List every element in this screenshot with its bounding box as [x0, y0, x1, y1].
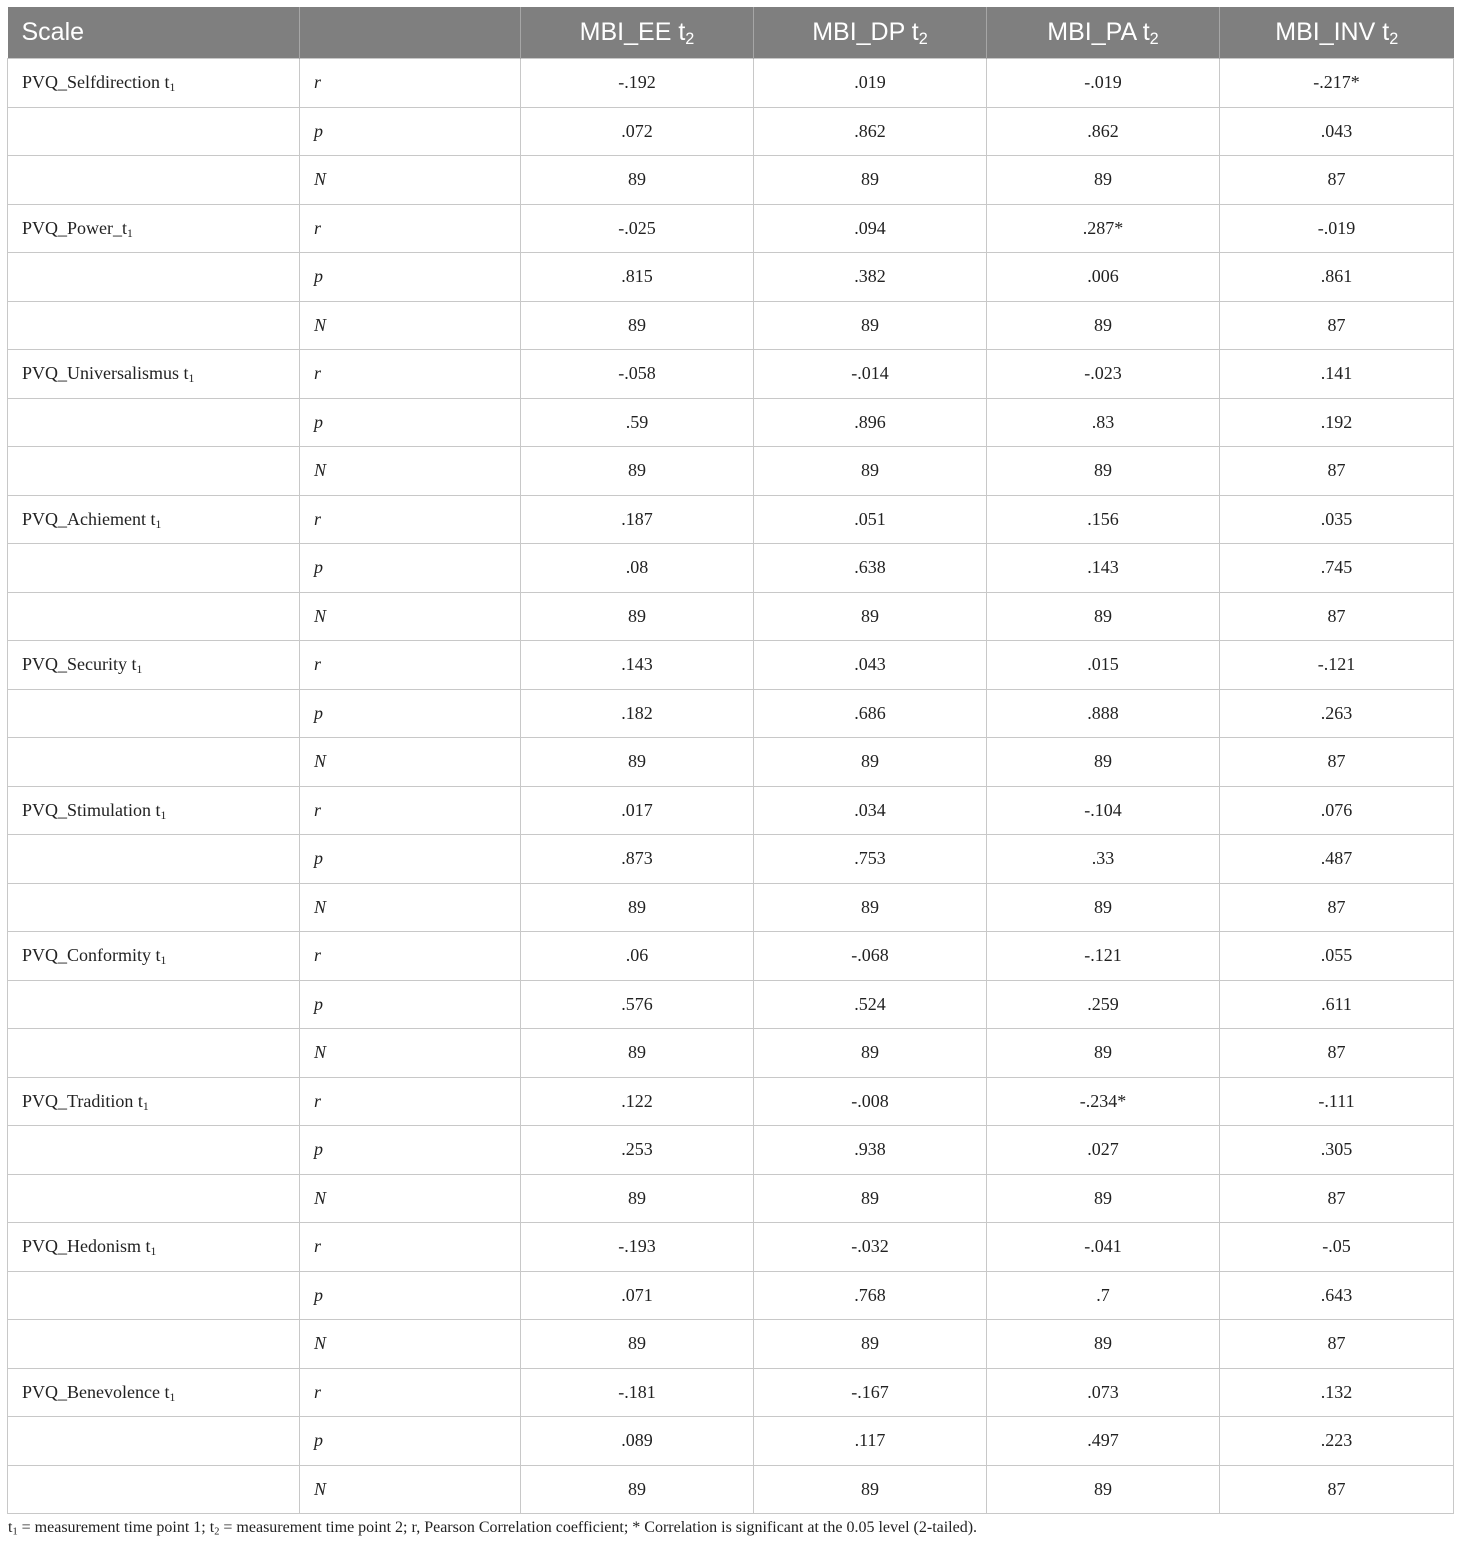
header-mbi-ee-label: MBI_EE t — [579, 18, 686, 46]
scale-subscript: 1 — [160, 808, 167, 822]
header-mbi-pa-label: MBI_PA t — [1047, 18, 1150, 46]
value-cell: .143 — [521, 641, 754, 690]
header-mbi-pa-sub: 2 — [1149, 30, 1159, 49]
table-row — [8, 932, 1454, 981]
stat-cell: N — [300, 1174, 521, 1223]
header-mbi-inv — [1220, 7, 1454, 59]
stat-cell: r — [300, 1223, 521, 1272]
scale-cell-empty — [8, 107, 300, 156]
value-cell: .938 — [754, 1126, 987, 1175]
value-cell: 89 — [521, 1320, 754, 1369]
table-row — [8, 1417, 1454, 1466]
header-mbi-dp-sub: 2 — [918, 30, 928, 49]
value-cell: -.008 — [754, 1077, 987, 1126]
value-cell: 89 — [521, 447, 754, 496]
table-body — [8, 59, 1454, 1514]
value-cell: .259 — [987, 980, 1220, 1029]
value-cell: .043 — [1220, 107, 1454, 156]
value-cell: .745 — [1220, 544, 1454, 593]
stat-cell: p — [300, 398, 521, 447]
table-row — [8, 835, 1454, 884]
value-cell: .59 — [521, 398, 754, 447]
value-cell: 87 — [1220, 592, 1454, 641]
scale-cell — [8, 641, 300, 690]
table-row — [8, 1077, 1454, 1126]
value-cell: .019 — [754, 59, 987, 108]
value-cell: .08 — [521, 544, 754, 593]
value-cell: 89 — [521, 156, 754, 205]
scale-cell — [8, 495, 300, 544]
stat-cell: r — [300, 204, 521, 253]
table-row — [8, 1174, 1454, 1223]
stat-cell: r — [300, 1077, 521, 1126]
value-cell: .638 — [754, 544, 987, 593]
correlation-table-container — [7, 7, 1453, 1514]
stat-cell: N — [300, 156, 521, 205]
table-row — [8, 641, 1454, 690]
footnote-t1-sub: 1 — [12, 1526, 18, 1538]
footnote-t2-text: = measurement time point 2; r, Pearson Correlation coefficient; * Correlation is significant at the 0.05 level (2-tailed). — [219, 1519, 978, 1536]
table-row — [8, 980, 1454, 1029]
value-cell: 89 — [521, 592, 754, 641]
value-cell: 87 — [1220, 738, 1454, 787]
table-row — [8, 544, 1454, 593]
value-cell: .071 — [521, 1271, 754, 1320]
value-cell: 89 — [521, 301, 754, 350]
scale-cell-empty — [8, 156, 300, 205]
scale-subscript: 1 — [127, 226, 133, 240]
value-cell: .223 — [1220, 1417, 1454, 1466]
value-cell: .33 — [987, 835, 1220, 884]
value-cell: .382 — [754, 253, 987, 302]
stat-cell: p — [300, 1417, 521, 1466]
value-cell: -.05 — [1220, 1223, 1454, 1272]
stat-cell: p — [300, 1271, 521, 1320]
stat-cell: N — [300, 1029, 521, 1078]
scale-name: PVQ_Power_t — [22, 217, 128, 238]
value-cell: .873 — [521, 835, 754, 884]
value-cell: 89 — [754, 738, 987, 787]
header-mbi-ee-sub: 2 — [685, 30, 695, 49]
stat-cell: N — [300, 883, 521, 932]
value-cell: 89 — [754, 156, 987, 205]
table-row — [8, 495, 1454, 544]
value-cell: 89 — [987, 1320, 1220, 1369]
value-cell: 89 — [987, 447, 1220, 496]
stat-cell: p — [300, 544, 521, 593]
value-cell: .487 — [1220, 835, 1454, 884]
header-scale: Scale — [8, 7, 300, 59]
table-row — [8, 253, 1454, 302]
table-row — [8, 738, 1454, 787]
scale-cell-empty — [8, 738, 300, 787]
scale-subscript: 1 — [188, 372, 195, 386]
value-cell: .089 — [521, 1417, 754, 1466]
value-cell: .611 — [1220, 980, 1454, 1029]
value-cell: .192 — [1220, 398, 1454, 447]
value-cell: .072 — [521, 107, 754, 156]
table-row — [8, 398, 1454, 447]
table-row — [8, 1126, 1454, 1175]
scale-cell-empty — [8, 1029, 300, 1078]
value-cell: .187 — [521, 495, 754, 544]
scale-cell-empty — [8, 1271, 300, 1320]
value-cell: .686 — [754, 689, 987, 738]
value-cell: -.025 — [521, 204, 754, 253]
stat-cell: r — [300, 932, 521, 981]
stat-cell: r — [300, 786, 521, 835]
scale-cell — [8, 786, 300, 835]
value-cell: .015 — [987, 641, 1220, 690]
scale-subscript: 1 — [155, 517, 162, 531]
value-cell: .006 — [987, 253, 1220, 302]
stat-cell: p — [300, 835, 521, 884]
value-cell: .862 — [987, 107, 1220, 156]
table-row — [8, 156, 1454, 205]
value-cell: 87 — [1220, 156, 1454, 205]
scale-cell — [8, 932, 300, 981]
scale-name: PVQ_Achiement t — [22, 508, 156, 529]
table-row — [8, 592, 1454, 641]
table-row — [8, 883, 1454, 932]
value-cell: .182 — [521, 689, 754, 738]
value-cell: .141 — [1220, 350, 1454, 399]
value-cell: 89 — [754, 883, 987, 932]
table-row — [8, 786, 1454, 835]
value-cell: 89 — [521, 1465, 754, 1514]
scale-name: PVQ_Benevolence t — [22, 1381, 170, 1402]
value-cell: .156 — [987, 495, 1220, 544]
value-cell: -.058 — [521, 350, 754, 399]
scale-cell-empty — [8, 689, 300, 738]
table-row — [8, 1320, 1454, 1369]
value-cell: .122 — [521, 1077, 754, 1126]
value-cell: .643 — [1220, 1271, 1454, 1320]
header-mbi-inv-label: MBI_INV t — [1275, 18, 1390, 46]
scale-cell-empty — [8, 398, 300, 447]
header-stat — [300, 7, 521, 59]
value-cell: 87 — [1220, 301, 1454, 350]
value-cell: -.181 — [521, 1368, 754, 1417]
table-row — [8, 1271, 1454, 1320]
value-cell: .263 — [1220, 689, 1454, 738]
stat-cell: p — [300, 253, 521, 302]
header-mbi-inv-sub: 2 — [1389, 30, 1399, 49]
value-cell: .576 — [521, 980, 754, 1029]
value-cell: .035 — [1220, 495, 1454, 544]
value-cell: .143 — [987, 544, 1220, 593]
value-cell: 89 — [754, 1174, 987, 1223]
value-cell: 89 — [754, 447, 987, 496]
scale-cell-empty — [8, 544, 300, 593]
scale-cell-empty — [8, 301, 300, 350]
header-mbi-ee — [521, 7, 754, 59]
value-cell: .043 — [754, 641, 987, 690]
table-row — [8, 204, 1454, 253]
stat-cell: N — [300, 1465, 521, 1514]
stat-cell: r — [300, 1368, 521, 1417]
value-cell: .815 — [521, 253, 754, 302]
stat-cell: N — [300, 738, 521, 787]
value-cell: -.041 — [987, 1223, 1220, 1272]
value-cell: -.014 — [754, 350, 987, 399]
scale-subscript: 1 — [136, 663, 143, 677]
scale-name: PVQ_Conformity t — [22, 945, 161, 966]
scale-cell-empty — [8, 592, 300, 641]
value-cell: .094 — [754, 204, 987, 253]
stat-cell: r — [300, 641, 521, 690]
value-cell: 89 — [987, 301, 1220, 350]
stat-cell: N — [300, 592, 521, 641]
scale-name: PVQ_Universalismus t — [22, 363, 189, 384]
stat-cell: N — [300, 1320, 521, 1369]
table-footnote — [8, 1519, 977, 1537]
stat-cell: r — [300, 350, 521, 399]
footnote-t2-sub: 2 — [214, 1526, 220, 1538]
scale-cell-empty — [8, 835, 300, 884]
scale-cell-empty — [8, 1417, 300, 1466]
scale-cell-empty — [8, 883, 300, 932]
table-row — [8, 59, 1454, 108]
value-cell: .06 — [521, 932, 754, 981]
value-cell: .253 — [521, 1126, 754, 1175]
value-cell: 87 — [1220, 1174, 1454, 1223]
value-cell: .888 — [987, 689, 1220, 738]
scale-cell — [8, 59, 300, 108]
scale-subscript: 1 — [169, 81, 176, 95]
value-cell: 89 — [754, 301, 987, 350]
header-mbi-dp-label: MBI_DP t — [812, 18, 919, 46]
header-mbi-dp — [754, 7, 987, 59]
table-row — [8, 107, 1454, 156]
correlation-table — [7, 7, 1454, 1514]
value-cell: -.019 — [987, 59, 1220, 108]
footnote-t1-text: = measurement time point 1; — [17, 1519, 210, 1536]
value-cell: .073 — [987, 1368, 1220, 1417]
value-cell: .896 — [754, 398, 987, 447]
value-cell: 89 — [521, 883, 754, 932]
value-cell: 87 — [1220, 447, 1454, 496]
value-cell: .497 — [987, 1417, 1220, 1466]
table-row — [8, 1223, 1454, 1272]
table-row — [8, 689, 1454, 738]
scale-cell — [8, 1077, 300, 1126]
value-cell: -.121 — [987, 932, 1220, 981]
value-cell: 87 — [1220, 1465, 1454, 1514]
scale-cell — [8, 1223, 300, 1272]
value-cell: 89 — [521, 1029, 754, 1078]
scale-cell — [8, 204, 300, 253]
value-cell: .034 — [754, 786, 987, 835]
value-cell: -.032 — [754, 1223, 987, 1272]
scale-subscript: 1 — [150, 1245, 157, 1259]
scale-subscript: 1 — [160, 954, 167, 968]
value-cell: .027 — [987, 1126, 1220, 1175]
value-cell: -.217* — [1220, 59, 1454, 108]
scale-cell-empty — [8, 1174, 300, 1223]
value-cell: .862 — [754, 107, 987, 156]
value-cell: -.068 — [754, 932, 987, 981]
value-cell: .861 — [1220, 253, 1454, 302]
value-cell: 89 — [987, 883, 1220, 932]
value-cell: -.111 — [1220, 1077, 1454, 1126]
value-cell: .753 — [754, 835, 987, 884]
stat-cell: p — [300, 1126, 521, 1175]
value-cell: .7 — [987, 1271, 1220, 1320]
scale-name: PVQ_Selfdirection t — [22, 72, 170, 93]
scale-name: PVQ_Tradition t — [22, 1090, 143, 1111]
scale-subscript: 1 — [169, 1390, 176, 1404]
value-cell: .117 — [754, 1417, 987, 1466]
table-row — [8, 1465, 1454, 1514]
table-row — [8, 447, 1454, 496]
scale-cell-empty — [8, 1320, 300, 1369]
value-cell: .132 — [1220, 1368, 1454, 1417]
value-cell: .83 — [987, 398, 1220, 447]
stat-cell: p — [300, 689, 521, 738]
value-cell: 89 — [521, 738, 754, 787]
scale-cell — [8, 350, 300, 399]
scale-name: PVQ_Hedonism t — [22, 1236, 151, 1257]
value-cell: .017 — [521, 786, 754, 835]
value-cell: 89 — [987, 1029, 1220, 1078]
table-header-row — [8, 7, 1454, 59]
value-cell: 89 — [754, 592, 987, 641]
value-cell: -.019 — [1220, 204, 1454, 253]
value-cell: .305 — [1220, 1126, 1454, 1175]
footnote-t1-symbol: t — [8, 1519, 13, 1536]
value-cell: .768 — [754, 1271, 987, 1320]
table-row — [8, 301, 1454, 350]
value-cell: 89 — [754, 1320, 987, 1369]
table-row — [8, 1029, 1454, 1078]
value-cell: -.104 — [987, 786, 1220, 835]
scale-name: PVQ_Stimulation t — [22, 799, 161, 820]
value-cell: -.167 — [754, 1368, 987, 1417]
scale-cell-empty — [8, 1126, 300, 1175]
value-cell: 89 — [987, 1174, 1220, 1223]
value-cell: -.121 — [1220, 641, 1454, 690]
stat-cell: p — [300, 107, 521, 156]
value-cell: 87 — [1220, 1320, 1454, 1369]
scale-name: PVQ_Security t — [22, 654, 137, 675]
value-cell: -.193 — [521, 1223, 754, 1272]
scale-cell-empty — [8, 1465, 300, 1514]
value-cell: 89 — [754, 1029, 987, 1078]
value-cell: 89 — [754, 1465, 987, 1514]
value-cell: 89 — [987, 738, 1220, 787]
value-cell: 89 — [987, 1465, 1220, 1514]
value-cell: -.234* — [987, 1077, 1220, 1126]
value-cell: .076 — [1220, 786, 1454, 835]
table-row — [8, 350, 1454, 399]
stat-cell: r — [300, 59, 521, 108]
footnote-t2-symbol: t — [209, 1519, 215, 1536]
stat-cell: N — [300, 447, 521, 496]
value-cell: .055 — [1220, 932, 1454, 981]
stat-cell: p — [300, 980, 521, 1029]
value-cell: 89 — [521, 1174, 754, 1223]
value-cell: 87 — [1220, 883, 1454, 932]
value-cell: .524 — [754, 980, 987, 1029]
value-cell: 89 — [987, 156, 1220, 205]
value-cell: -.023 — [987, 350, 1220, 399]
scale-subscript: 1 — [142, 1099, 149, 1113]
scale-cell-empty — [8, 980, 300, 1029]
stat-cell: r — [300, 495, 521, 544]
value-cell: .051 — [754, 495, 987, 544]
value-cell: 87 — [1220, 1029, 1454, 1078]
scale-cell — [8, 1368, 300, 1417]
stat-cell: N — [300, 301, 521, 350]
scale-cell-empty — [8, 447, 300, 496]
value-cell: -.192 — [521, 59, 754, 108]
value-cell: 89 — [987, 592, 1220, 641]
value-cell: .287* — [987, 204, 1220, 253]
scale-cell-empty — [8, 253, 300, 302]
table-row — [8, 1368, 1454, 1417]
header-mbi-pa — [987, 7, 1220, 59]
